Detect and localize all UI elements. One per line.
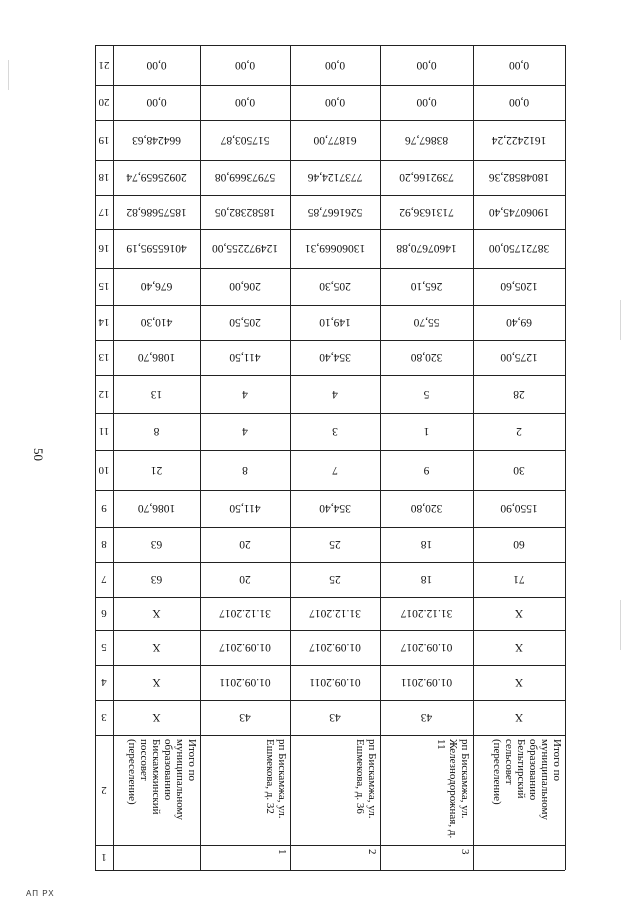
- table-cell: 676,40: [140, 280, 173, 293]
- column-number: 14: [98, 316, 110, 329]
- table-cell: 1612422,24: [491, 134, 547, 146]
- table-cell: 18575686,82: [126, 206, 187, 218]
- row-number: 1: [276, 849, 288, 855]
- table-cell: 7131636,92: [399, 206, 454, 218]
- table-cell: 411,50: [229, 502, 261, 515]
- table-cell: 5: [423, 388, 430, 400]
- column-number: 6: [101, 607, 107, 620]
- table-cell: X: [514, 607, 524, 620]
- table-cell: 354,40: [319, 351, 351, 364]
- address-cell: рп Бискамжа, ул. Железнодорожная, д. 11: [435, 739, 471, 839]
- table-cell: 410,30: [140, 316, 173, 329]
- column-number: 11: [98, 425, 110, 438]
- table-cell: 1086,70: [137, 351, 176, 364]
- table-cell: 1205,60: [500, 280, 538, 293]
- table-cell: X: [152, 676, 161, 689]
- table-cell: 19060745,40: [488, 206, 550, 218]
- table-cell: 55,70: [413, 316, 440, 329]
- table-cell: X: [514, 676, 524, 689]
- table-cell: 1550,90: [500, 502, 538, 515]
- table-cell: 18048582,36: [488, 171, 550, 184]
- table-cell: 1275,00: [500, 351, 538, 364]
- table-cell: 43: [239, 711, 251, 724]
- table-cell: 320,80: [410, 502, 443, 515]
- row-number: 2: [366, 849, 378, 855]
- table-cell: 30: [513, 464, 525, 476]
- table-cell: 63: [150, 573, 163, 586]
- column-number: 21: [98, 59, 110, 71]
- column-number: 12: [98, 388, 110, 400]
- row-number: [113, 845, 200, 870]
- table-cell: 0,00: [508, 59, 530, 71]
- table-cell: X: [152, 641, 161, 654]
- row-number: 3: [459, 849, 471, 855]
- table-cell: 13060669,31: [304, 242, 366, 255]
- table-cell: 1: [423, 425, 430, 438]
- column-number: 3: [101, 711, 107, 724]
- table-cell: 3: [332, 425, 338, 438]
- table-cell: 14607670,88: [396, 242, 457, 255]
- page-number: 50: [31, 448, 46, 461]
- table-cell: 0,00: [146, 59, 167, 71]
- table-cell: 43: [329, 711, 341, 724]
- column-number: 9: [101, 502, 107, 515]
- table-cell: 265,10: [410, 280, 443, 293]
- table-cell: X: [152, 711, 161, 724]
- column-number: 10: [98, 464, 110, 476]
- table-cell: X: [514, 711, 524, 724]
- table-cell: 0,00: [146, 96, 167, 109]
- table-cell: 517503,87: [220, 134, 270, 146]
- table-cell: 0,00: [234, 96, 256, 109]
- table-cell: 320,80: [410, 351, 443, 364]
- column-number: 4: [101, 676, 107, 689]
- grid-line: [95, 870, 565, 871]
- scan-artifact: [8, 60, 9, 90]
- table-cell: 01.09.2017: [400, 641, 453, 654]
- table-cell: 205,30: [319, 280, 351, 293]
- table-cell: 149,10: [319, 316, 351, 329]
- table-cell: 31.12.2017: [219, 607, 271, 620]
- scan-artifact: [620, 600, 621, 650]
- row-number: [473, 845, 565, 870]
- table-cell: 8: [242, 464, 248, 476]
- table-cell: X: [514, 641, 524, 654]
- column-number: 15: [98, 280, 110, 293]
- table-cell: 354,40: [319, 502, 351, 515]
- table-cell: 2: [516, 425, 522, 438]
- column-number: 16: [98, 242, 110, 255]
- table-cell: 18582382,05: [214, 206, 276, 218]
- column-number: 20: [98, 96, 110, 109]
- column-number: 1: [101, 851, 107, 864]
- table-cell: 18: [420, 573, 433, 586]
- table-cell: X: [152, 607, 161, 620]
- table-cell: 31.12.2017: [400, 607, 453, 620]
- column-number: 7: [101, 573, 107, 586]
- table-cell: 7737124,46: [307, 171, 363, 184]
- table-cell: 01.09.2011: [309, 676, 361, 689]
- table-cell: 01.09.2011: [219, 676, 271, 689]
- table-cell: 21: [150, 464, 163, 476]
- table-cell: 01.09.2011: [400, 676, 453, 689]
- table-cell: 411,50: [229, 351, 261, 364]
- table-cell: 5261667,85: [307, 206, 363, 218]
- table-cell: 0,00: [324, 96, 346, 109]
- table-cell: 20: [239, 538, 251, 551]
- table-cell: 205,50: [229, 316, 261, 329]
- column-number: 2: [101, 784, 107, 796]
- table-cell: 25: [329, 573, 341, 586]
- column-number: 13: [98, 351, 110, 364]
- column-number: 19: [98, 134, 110, 146]
- table-cell: 0,00: [416, 96, 437, 109]
- table-cell: 61877,00: [313, 134, 357, 146]
- table-cell: 40165595,19: [126, 242, 187, 255]
- table-cell: 124972255,00: [211, 242, 279, 255]
- table-cell: 28: [513, 388, 525, 400]
- grid-line: [565, 45, 566, 870]
- table-cell: 0,00: [416, 59, 437, 71]
- table-cell: 60: [513, 538, 525, 551]
- table-cell: 664248,63: [132, 134, 181, 146]
- table-cell: 4: [242, 425, 248, 438]
- table-cell: 20: [239, 573, 251, 586]
- table-cell: 63: [150, 538, 163, 551]
- address-cell: Итого по муниципальному образованию Бельтирский сельсовет (переселение): [491, 739, 563, 821]
- address-cell: рп Бискамжа, ул. Ешмекова, д. 32: [264, 739, 288, 819]
- table-cell: 43: [420, 711, 433, 724]
- table-cell: 25: [329, 538, 341, 551]
- footer-code: АП РХ: [26, 889, 55, 898]
- column-number: 18: [98, 171, 110, 184]
- table-cell: 206,00: [229, 280, 261, 293]
- table-cell: 71: [513, 573, 525, 586]
- table-cell: 20925659,74: [126, 171, 187, 184]
- table-cell: 01.09.2017: [309, 641, 361, 654]
- table-cell: 0,00: [508, 96, 530, 109]
- column-number: 8: [101, 538, 107, 551]
- table-cell: 8: [153, 425, 160, 438]
- table-cell: 4: [242, 388, 248, 400]
- table-cell: 1086,70: [137, 502, 176, 515]
- scan-artifact: [620, 300, 621, 340]
- table-cell: 69,40: [506, 316, 532, 329]
- table-cell: 83867,76: [404, 134, 449, 146]
- column-number: 17: [98, 206, 110, 218]
- table-cell: 38721750,00: [488, 242, 550, 255]
- table-cell: 9: [423, 464, 430, 476]
- table-cell: 7: [332, 464, 338, 476]
- table-cell: 13: [150, 388, 163, 400]
- table-cell: 7392166,20: [399, 171, 454, 184]
- address-cell: рп Бискамжа, ул. Ешмекова, д. 36: [354, 739, 378, 819]
- table-cell: 0,00: [234, 59, 256, 71]
- table-cell: 0,00: [324, 59, 346, 71]
- table-cell: 57973669,08: [214, 171, 276, 184]
- table-cell: 31.12.2017: [309, 607, 361, 620]
- column-number: 5: [101, 641, 107, 654]
- table-cell: 4: [332, 388, 338, 400]
- table-cell: 18: [420, 538, 433, 551]
- table-cell: 01.09.2017: [219, 641, 271, 654]
- address-cell: Итого по муниципальному образованию Бискамжинский поссовет (переселение): [126, 739, 198, 821]
